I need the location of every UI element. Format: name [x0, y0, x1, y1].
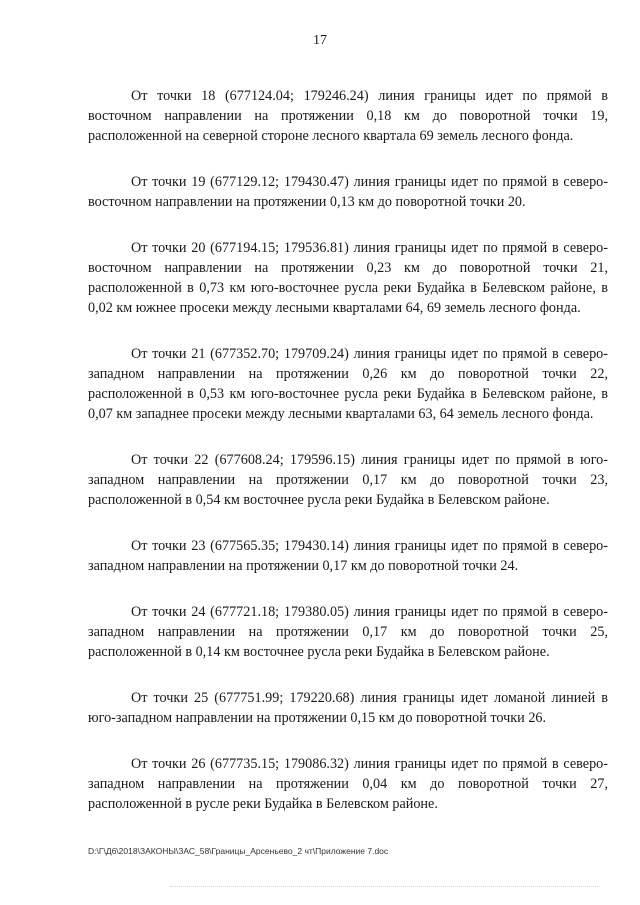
scan-artifact [170, 886, 600, 893]
paragraph: От точки 21 (677352.70; 179709.24) линия границы идет по прямой в северо-западном направлении на протяжении 0,26 км до поворотной точки 22, расположенной в 0,53 км юго-восточнее русла реки Будайка в Белевском районе, в 0,07 км западнее просеки между лесными кварталами 63, 64 земель лесного фонда. [88, 346, 608, 422]
paragraph: От точки 18 (677124.04; 179246.24) линия границы идет по прямой в восточном направлении на протяжении 0,18 км до поворотной точки 19, расположенной на северной стороне лесного квартала 69 земель лесного фонда. [88, 88, 608, 144]
paragraph: От точки 24 (677721.18; 179380.05) линия границы идет по прямой в северо-западном направлении на протяжении 0,17 км до поворотной точки 25, расположенной в 0,14 км восточнее русла реки Будайка в Белевском районе. [88, 604, 608, 660]
paragraph: От точки 22 (677608.24; 179596.15) линия границы идет по прямой в юго-западном направлении на протяжении 0,17 км до поворотной точки 23, расположенной в 0,54 км восточнее русла реки Будайка в Белевском районе. [88, 452, 608, 508]
paragraph: От точки 25 (677751.99; 179220.68) линия границы идет ломаной линией в юго-западном направлении на протяжении 0,15 км до поворотной точки 26. [88, 690, 608, 726]
paragraph: От точки 19 (677129.12; 179430.47) линия границы идет по прямой в северо-восточном направлении на протяжении 0,13 км до поворотной точки 20. [88, 174, 608, 210]
paragraph: От точки 20 (677194.15; 179536.81) линия границы идет по прямой в северо-восточном направлении на протяжении 0,23 км до поворотной точки 21, расположенной в 0,73 км юго-восточнее русла реки Будайка в Белевском районе, в 0,02 км южнее просеки между лесными кварталами 64, 69 земель лесного фонда. [88, 240, 608, 316]
page-number: 17 [313, 33, 327, 48]
footer-file-path: D:\Г\Д6\2018\ЗАКОНЫ\ЗАС_58\Границы_Арсеньево_2 чт\Приложение 7.doc [88, 846, 389, 856]
paragraph: От точки 23 (677565.35; 179430.14) линия границы идет по прямой в северо-западном направлении на протяжении 0,17 км до поворотной точки 24. [88, 538, 608, 574]
paragraph: От точки 26 (677735.15; 179086.32) линия границы идет по прямой в северо-западном направлении на протяжении 0,04 км до поворотной точки 27, расположенной в русле реки Будайка в Белевском районе. [88, 756, 608, 812]
document-body [88, 86, 608, 840]
